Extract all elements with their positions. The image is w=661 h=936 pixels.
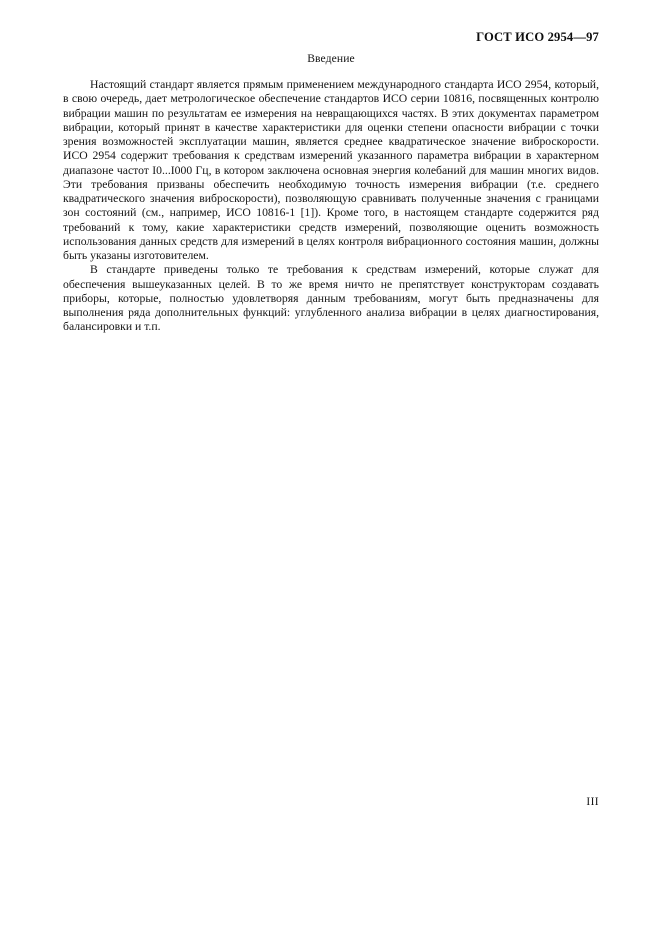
running-header-standard-number: ГОСТ ИСО 2954—97 — [476, 30, 599, 44]
page-number: III — [586, 796, 599, 808]
page-title: Введение — [307, 52, 355, 65]
paragraph: В стандарте приведены только те требования к средствам измерений, которые служат для обеспечения вышеуказанных целей. В то же время ничто не препятствует конструкторам создавать приборы, которые, полностью удовлетворяя данным требованиям, могут быть предназначены для выполнения ряда дополнительных функций: углубленного анализа вибрации в целях диагностирования, балансировки и т.п. — [63, 263, 599, 334]
body-text-block — [63, 78, 599, 335]
paragraph: Настоящий стандарт является прямым применением международного стандарта ИСО 2954, который, в свою очередь, дает метрологическое обеспечение стандартов ИСО серии 10816, посвященных контролю вибрации машин по результатам ее измерения на невращающихся частях. В этих документах параметром вибрации, который принят в качестве характеристики для оценки степени опасности вибрации с точки зрения возможностей эксплуатации машин, является среднее квадратическое значение виброскорости. ИСО 2954 содержит требования к средствам измерений указанного параметра вибрации в характерном диапазоне частот I0...I000 Гц, в котором заключена основная энергия колебаний для машин многих видов. Эти требования призваны обеспечить необходимую точность измерения вибрации (т.е. среднего квадратического значения виброскорости), позволяющую сравнивать полученные значения с границами зон состояний (см., например, ИСО 10816-1 [1]). Кроме того, в настоящем стандарте содержится ряд требований к тому, какие характеристики средств измерений, позволяющие оценить возможность использования данных средств для измерений в целях контроля вибрационного состояния машин, должны быть указаны изготовителем. — [63, 78, 599, 262]
